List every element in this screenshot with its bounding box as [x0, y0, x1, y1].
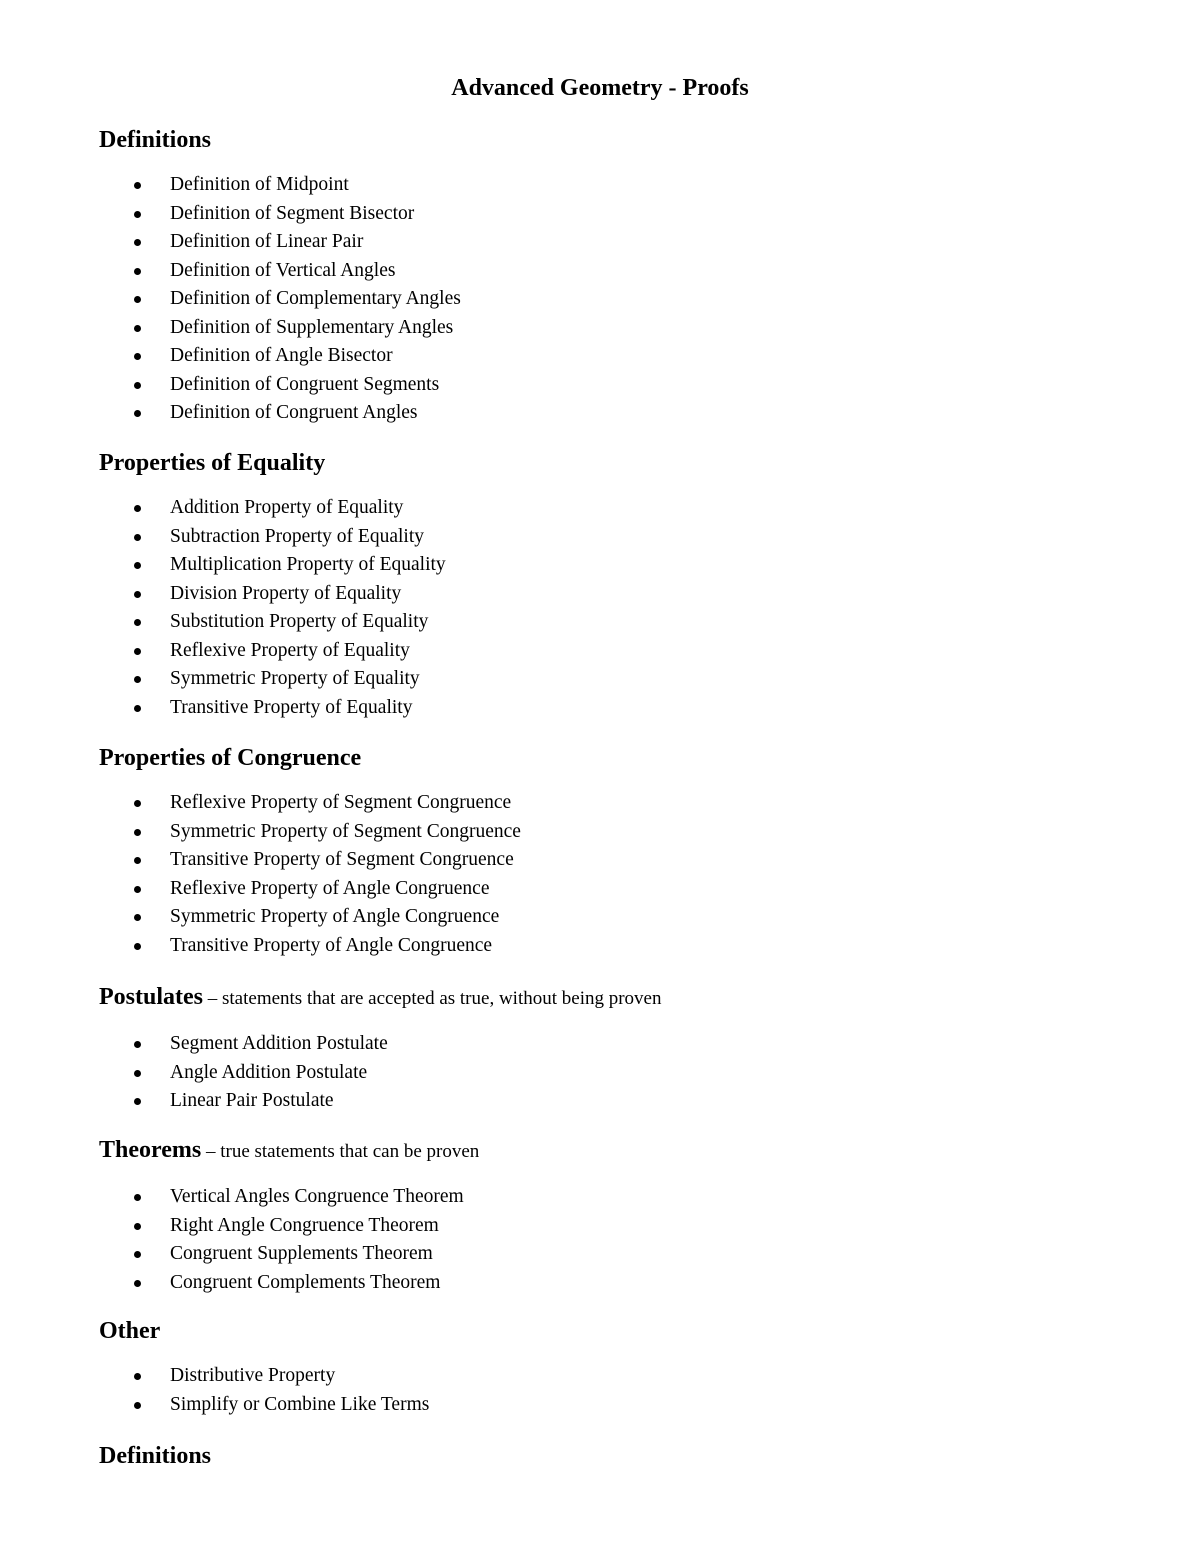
list-item: Division Property of Equality	[99, 580, 1099, 609]
list-item: Subtraction Property of Equality	[99, 523, 1099, 552]
bullet-icon	[134, 705, 141, 712]
bullet-icon	[134, 619, 141, 626]
bullet-icon	[134, 268, 141, 275]
section-heading	[99, 123, 1099, 157]
list-item: Simplify or Combine Like Terms	[99, 1391, 1099, 1420]
page-title: Advanced Geometry - Proofs	[451, 75, 749, 101]
section-definitions	[99, 123, 1099, 428]
section-properties-of-congruence	[99, 741, 1099, 960]
list-item: Symmetric Property of Segment Congruence	[99, 818, 1099, 847]
list-item: Definition of Linear Pair	[99, 228, 1099, 257]
bullet-list	[99, 1362, 1099, 1419]
section-heading-text: Definitions	[99, 1443, 212, 1469]
section-heading-text: Other	[99, 1318, 161, 1344]
list-item: Segment Addition Postulate	[99, 1030, 1099, 1059]
bullet-list	[99, 171, 1099, 428]
bullet-icon	[134, 591, 141, 598]
bullet-icon	[134, 1098, 141, 1105]
section-properties-of-equality	[99, 446, 1099, 722]
list-item: Distributive Property	[99, 1362, 1099, 1391]
bullet-icon	[134, 353, 141, 360]
section-heading-text: Definitions	[99, 127, 212, 153]
section-heading	[99, 980, 1099, 1016]
list-item: Angle Addition Postulate	[99, 1059, 1099, 1088]
bullet-icon	[134, 1194, 141, 1201]
section-heading-text: Properties of Equality	[99, 450, 326, 476]
bullet-icon	[134, 1402, 141, 1409]
bullet-icon	[134, 562, 141, 569]
bullet-icon	[134, 914, 141, 921]
bullet-list	[99, 789, 1099, 960]
section-postulates	[99, 980, 1099, 1116]
bullet-icon	[134, 648, 141, 655]
list-item: Definition of Congruent Segments	[99, 371, 1099, 400]
bullet-icon	[134, 182, 141, 189]
section-heading	[99, 1314, 1099, 1348]
section-heading	[99, 1439, 1099, 1473]
bullet-icon	[134, 1373, 141, 1380]
list-item: Transitive Property of Angle Congruence	[99, 932, 1099, 961]
section-heading-text: Theorems	[99, 1137, 202, 1163]
list-item: Definition of Segment Bisector	[99, 200, 1099, 229]
bullet-icon	[134, 1223, 141, 1230]
section-heading-text: Postulates	[99, 984, 203, 1010]
section-heading	[99, 446, 1099, 480]
section-heading	[99, 1133, 1099, 1169]
list-item: Reflexive Property of Angle Congruence	[99, 875, 1099, 904]
list-item: Right Angle Congruence Theorem	[99, 1212, 1099, 1241]
bullet-icon	[134, 325, 141, 332]
list-item: Vertical Angles Congruence Theorem	[99, 1183, 1099, 1212]
bullet-list	[99, 1030, 1099, 1116]
section-definitions-continued	[99, 1439, 1099, 1473]
list-item: Substitution Property of Equality	[99, 608, 1099, 637]
bullet-icon	[134, 211, 141, 218]
bullet-list	[99, 494, 1099, 722]
bullet-icon	[134, 410, 141, 417]
list-item: Congruent Complements Theorem	[99, 1269, 1099, 1298]
bullet-icon	[134, 382, 141, 389]
section-theorems	[99, 1133, 1099, 1297]
bullet-icon	[134, 857, 141, 864]
list-item: Reflexive Property of Segment Congruence	[99, 789, 1099, 818]
list-item: Symmetric Property of Angle Congruence	[99, 903, 1099, 932]
list-item: Transitive Property of Segment Congruence	[99, 846, 1099, 875]
list-item: Linear Pair Postulate	[99, 1087, 1099, 1116]
list-item: Definition of Angle Bisector	[99, 342, 1099, 371]
bullet-icon	[134, 1070, 141, 1077]
bullet-icon	[134, 800, 141, 807]
list-item: Definition of Midpoint	[99, 171, 1099, 200]
list-item: Reflexive Property of Equality	[99, 637, 1099, 666]
list-item: Definition of Vertical Angles	[99, 257, 1099, 286]
section-description: – true statements that can be proven	[201, 1141, 480, 1162]
section-heading-text: Properties of Congruence	[99, 745, 362, 771]
bullet-icon	[134, 296, 141, 303]
bullet-icon	[134, 829, 141, 836]
bullet-icon	[134, 239, 141, 246]
list-item: Definition of Complementary Angles	[99, 285, 1099, 314]
section-other	[99, 1314, 1099, 1419]
list-item: Transitive Property of Equality	[99, 694, 1099, 723]
list-item: Symmetric Property of Equality	[99, 665, 1099, 694]
bullet-icon	[134, 886, 141, 893]
list-item: Addition Property of Equality	[99, 494, 1099, 523]
bullet-icon	[134, 534, 141, 541]
list-item: Congruent Supplements Theorem	[99, 1240, 1099, 1269]
bullet-icon	[134, 505, 141, 512]
list-item: Multiplication Property of Equality	[99, 551, 1099, 580]
bullet-icon	[134, 1041, 141, 1048]
bullet-icon	[134, 676, 141, 683]
list-item: Definition of Supplementary Angles	[99, 314, 1099, 343]
bullet-list	[99, 1183, 1099, 1297]
section-description: – statements that are accepted as true, without being proven	[203, 988, 662, 1009]
section-heading	[99, 741, 1099, 775]
bullet-icon	[134, 1280, 141, 1287]
bullet-icon	[134, 1251, 141, 1258]
list-item: Definition of Congruent Angles	[99, 399, 1099, 428]
bullet-icon	[134, 943, 141, 950]
